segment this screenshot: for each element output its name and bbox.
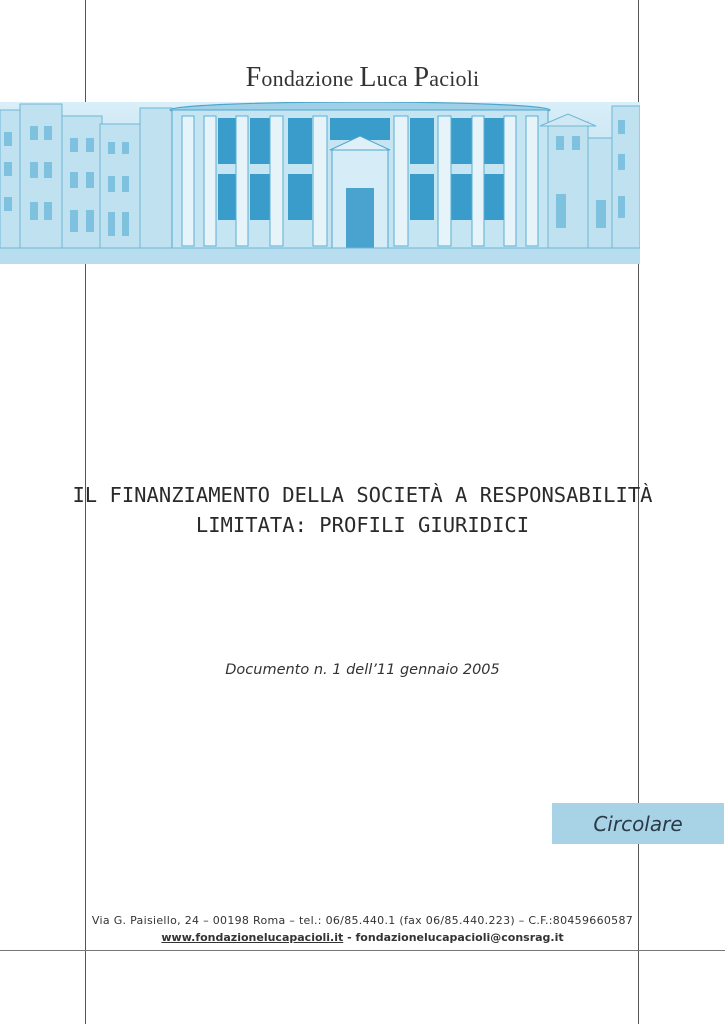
document-title: [60, 480, 665, 540]
document-title-line-1: IL FINANZIAMENTO DELLA SOCIETÀ A RESPONSABILITÀ: [72, 483, 653, 507]
circolare-badge: [552, 803, 724, 844]
document-subtitle: Documento n. 1 dell’11 gennaio 2005: [225, 662, 500, 678]
title-rest-3: acioli: [429, 66, 480, 91]
title-rest-1: ondazione: [261, 66, 360, 91]
title-initial-f: F: [245, 62, 262, 93]
title-initial-l: L: [359, 62, 377, 93]
circolare-label: Circolare: [593, 811, 683, 836]
footer-contacts: [0, 931, 725, 944]
email-address[interactable]: fondazionelucapacioli@consrag.it: [355, 931, 564, 944]
foundation-title: [0, 62, 725, 94]
footer-separator: -: [343, 931, 356, 944]
footer-rule: [0, 950, 725, 951]
footer-address: Via G. Paisiello, 24 – 00198 Roma – tel.: 06/85.440.1 (fax 06/85.440.223) – C.F.:80459660587: [91, 914, 634, 927]
website-link[interactable]: www.fondazionelucapacioli.it: [161, 931, 344, 944]
title-rest-2: uca: [376, 66, 414, 91]
title-initial-p: P: [413, 62, 430, 93]
document-title-line-2: LIMITATA: PROFILI GIURIDICI: [195, 513, 530, 537]
classical-building-banner: [0, 102, 640, 264]
